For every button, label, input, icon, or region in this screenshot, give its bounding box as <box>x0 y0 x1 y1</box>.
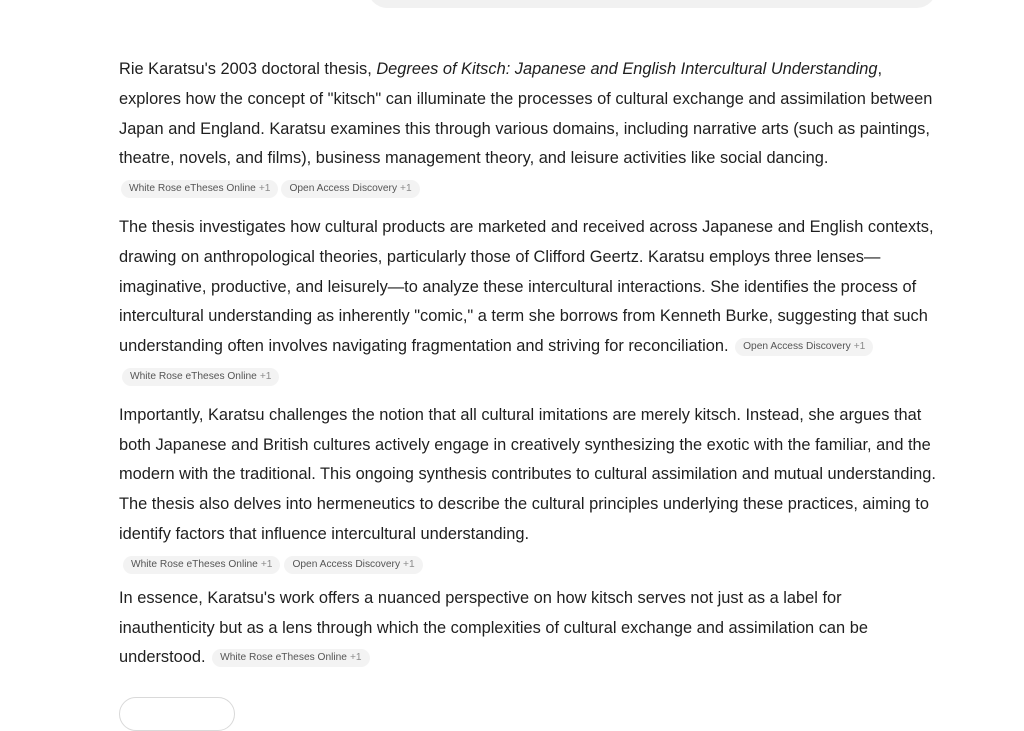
citation-chip-white-rose[interactable]: White Rose eTheses Online +1 <box>123 556 280 574</box>
citation-chips-row <box>119 553 941 575</box>
paragraph-2: The thesis investigates how cultural products are marketed and received across Japanese and English contexts, drawing on anthropological theories, particularly those of Clifford Geertz. Karatsu employs three lenses—imaginative, productive, and leisurely—to analyze these intercultural interactions. She identifies the process of intercultural understanding as inherently "comic," a term she borrows from Kenneth Burke, suggesting that such understanding often involves navigating fragmentation and striving for reconciliation. Open Access Discovery +1White Rose eTheses Online +1 <box>119 213 941 392</box>
citation-chip-white-rose[interactable]: White Rose eTheses Online +1 <box>122 368 279 386</box>
chat-input-box[interactable] <box>368 0 936 8</box>
citation-chip-open-access[interactable]: Open Access Discovery +1 <box>281 180 419 198</box>
thesis-title: Degrees of Kitsch: Japanese and English Intercultural Understanding <box>376 60 878 78</box>
paragraph-3: Importantly, Karatsu challenges the notion that all cultural imitations are merely kitsch. Instead, she argues that both Japanese and British cultures actively engage in creatively synthesizing the exotic with the familiar, and the modern with the traditional. This ongoing synthesis contributes to cultural assimilation and mutual understanding. The thesis also delves into hermeneutics to describe the cultural principles underlying these practices, aiming to identify factors that influence intercultural understanding. White Rose eTheses Online +1 Open Access Discovery +1 <box>119 401 941 575</box>
citation-chip-white-rose[interactable]: White Rose eTheses Online +1 <box>212 649 369 667</box>
citation-chip-white-rose[interactable]: White Rose eTheses Online +1 <box>121 180 278 198</box>
citation-chip-open-access[interactable]: Open Access Discovery +1 <box>284 556 422 574</box>
paragraph-4: In essence, Karatsu's work offers a nuanced perspective on how kitsch serves not just as a label for inauthenticity but as a lens through which the complexities of cultural exchange and assimilation can be understood. White Rose eTheses Online +1 <box>119 588 868 667</box>
citation-chip-open-access[interactable]: Open Access Discovery +1 <box>735 338 873 356</box>
action-button[interactable] <box>119 697 235 731</box>
assistant-response <box>119 55 941 682</box>
paragraph-1: Rie Karatsu's 2003 doctoral thesis, Degrees of Kitsch: Japanese and English Intercultural Understanding, explores how the concept of "kitsch" can illuminate the processes of cultural exchange and assimilation between Japan and England. Karatsu examines this through various domains, including narrative arts (such as paintings, theatre, novels, and films), business management theory, and leisure activities like social dancing. White Rose eTheses Online +1 Open Access Discovery +1 <box>119 55 941 204</box>
